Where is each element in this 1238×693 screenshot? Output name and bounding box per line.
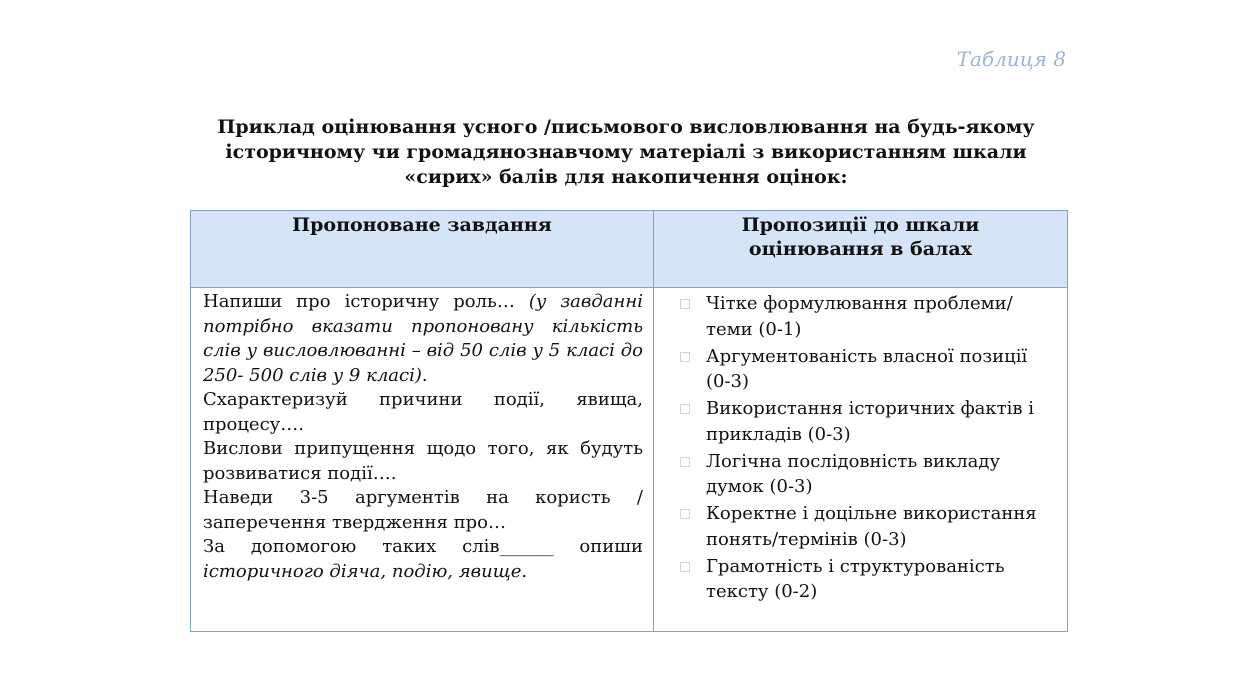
checkbox-bullet-icon xyxy=(680,299,690,309)
criterion-text: думок (0-3) xyxy=(706,476,813,497)
criterion-text: Логічна послідовність викладу xyxy=(706,450,1001,472)
table-row xyxy=(191,288,1068,632)
header-task xyxy=(191,211,654,288)
header-task-label: Пропоноване завдання xyxy=(292,214,552,236)
task-text: За допомогою таких слів______ опиши xyxy=(203,536,643,557)
criterion-text: Чітке формулювання проблеми/ xyxy=(706,293,1013,314)
criteria-list xyxy=(680,291,1057,605)
task-paragraph: Схарактеризуй причини події, явища, процесу…. xyxy=(203,389,643,435)
criterion-text: Використання історичних фактів і xyxy=(706,398,1034,419)
heading-line: історичному чи громадянознавчому матеріалі з використанням шкали xyxy=(225,141,1027,163)
criterion-text: Грамотність і структурованість xyxy=(706,555,1005,577)
task-text: . xyxy=(421,364,428,386)
list-item xyxy=(680,501,1057,552)
task-paragraph xyxy=(203,290,643,388)
heading-line: Приклад оцінювання усного /письмового висловлювання на будь-якому xyxy=(217,116,1035,138)
criterion-text: (0-3) xyxy=(706,371,750,392)
list-item xyxy=(680,344,1057,395)
criterion-text: теми (0-1) xyxy=(706,318,802,340)
criterion-text: прикладів (0-3) xyxy=(706,423,851,445)
task-text: Напиши про історичну роль… xyxy=(203,291,529,312)
table-header-row xyxy=(191,211,1068,288)
table-caption: Таблиця 8 xyxy=(956,47,1066,71)
list-item xyxy=(680,291,1057,342)
header-scale xyxy=(654,211,1068,288)
criterion-text: понять/термінів (0-3) xyxy=(706,528,907,550)
header-scale-line: Пропозиції до шкали xyxy=(741,214,980,236)
criterion-text: Аргументованість власної позиції xyxy=(706,345,1028,367)
list-item xyxy=(680,449,1057,500)
task-note: історичного діяча, подію, явище xyxy=(203,560,522,582)
heading-line: «сирих» балів для накопичення оцінок: xyxy=(404,166,848,188)
page-heading xyxy=(170,115,1082,190)
criterion-text: Коректне і доцільне використання xyxy=(706,503,1037,524)
list-item xyxy=(680,554,1057,605)
checkbox-bullet-icon xyxy=(680,509,690,519)
task-paragraph xyxy=(203,535,643,584)
scale-cell xyxy=(654,288,1068,632)
criterion-text: тексту (0-2) xyxy=(706,581,818,602)
checkbox-bullet-icon xyxy=(680,352,690,362)
checkbox-bullet-icon xyxy=(680,562,690,572)
task-cell xyxy=(191,288,654,632)
task-paragraph: Вислови припущення щодо того, як будуть розвиватися події…. xyxy=(203,438,643,484)
header-scale-line: оцінювання в балах xyxy=(748,238,973,260)
task-paragraph: Наведи 3-5 аргументів на користь / заперечення твердження про… xyxy=(203,487,643,533)
list-item xyxy=(680,396,1057,447)
task-note: (у завданні потрібно вказати пропоновану кількість слів у висловлюванні – від 50 слів у 5 класі до 250- 500 слів у 9 класі) xyxy=(203,291,643,386)
checkbox-bullet-icon xyxy=(680,404,690,414)
assessment-table xyxy=(190,210,1068,632)
task-text: . xyxy=(521,560,528,582)
checkbox-bullet-icon xyxy=(680,457,690,467)
